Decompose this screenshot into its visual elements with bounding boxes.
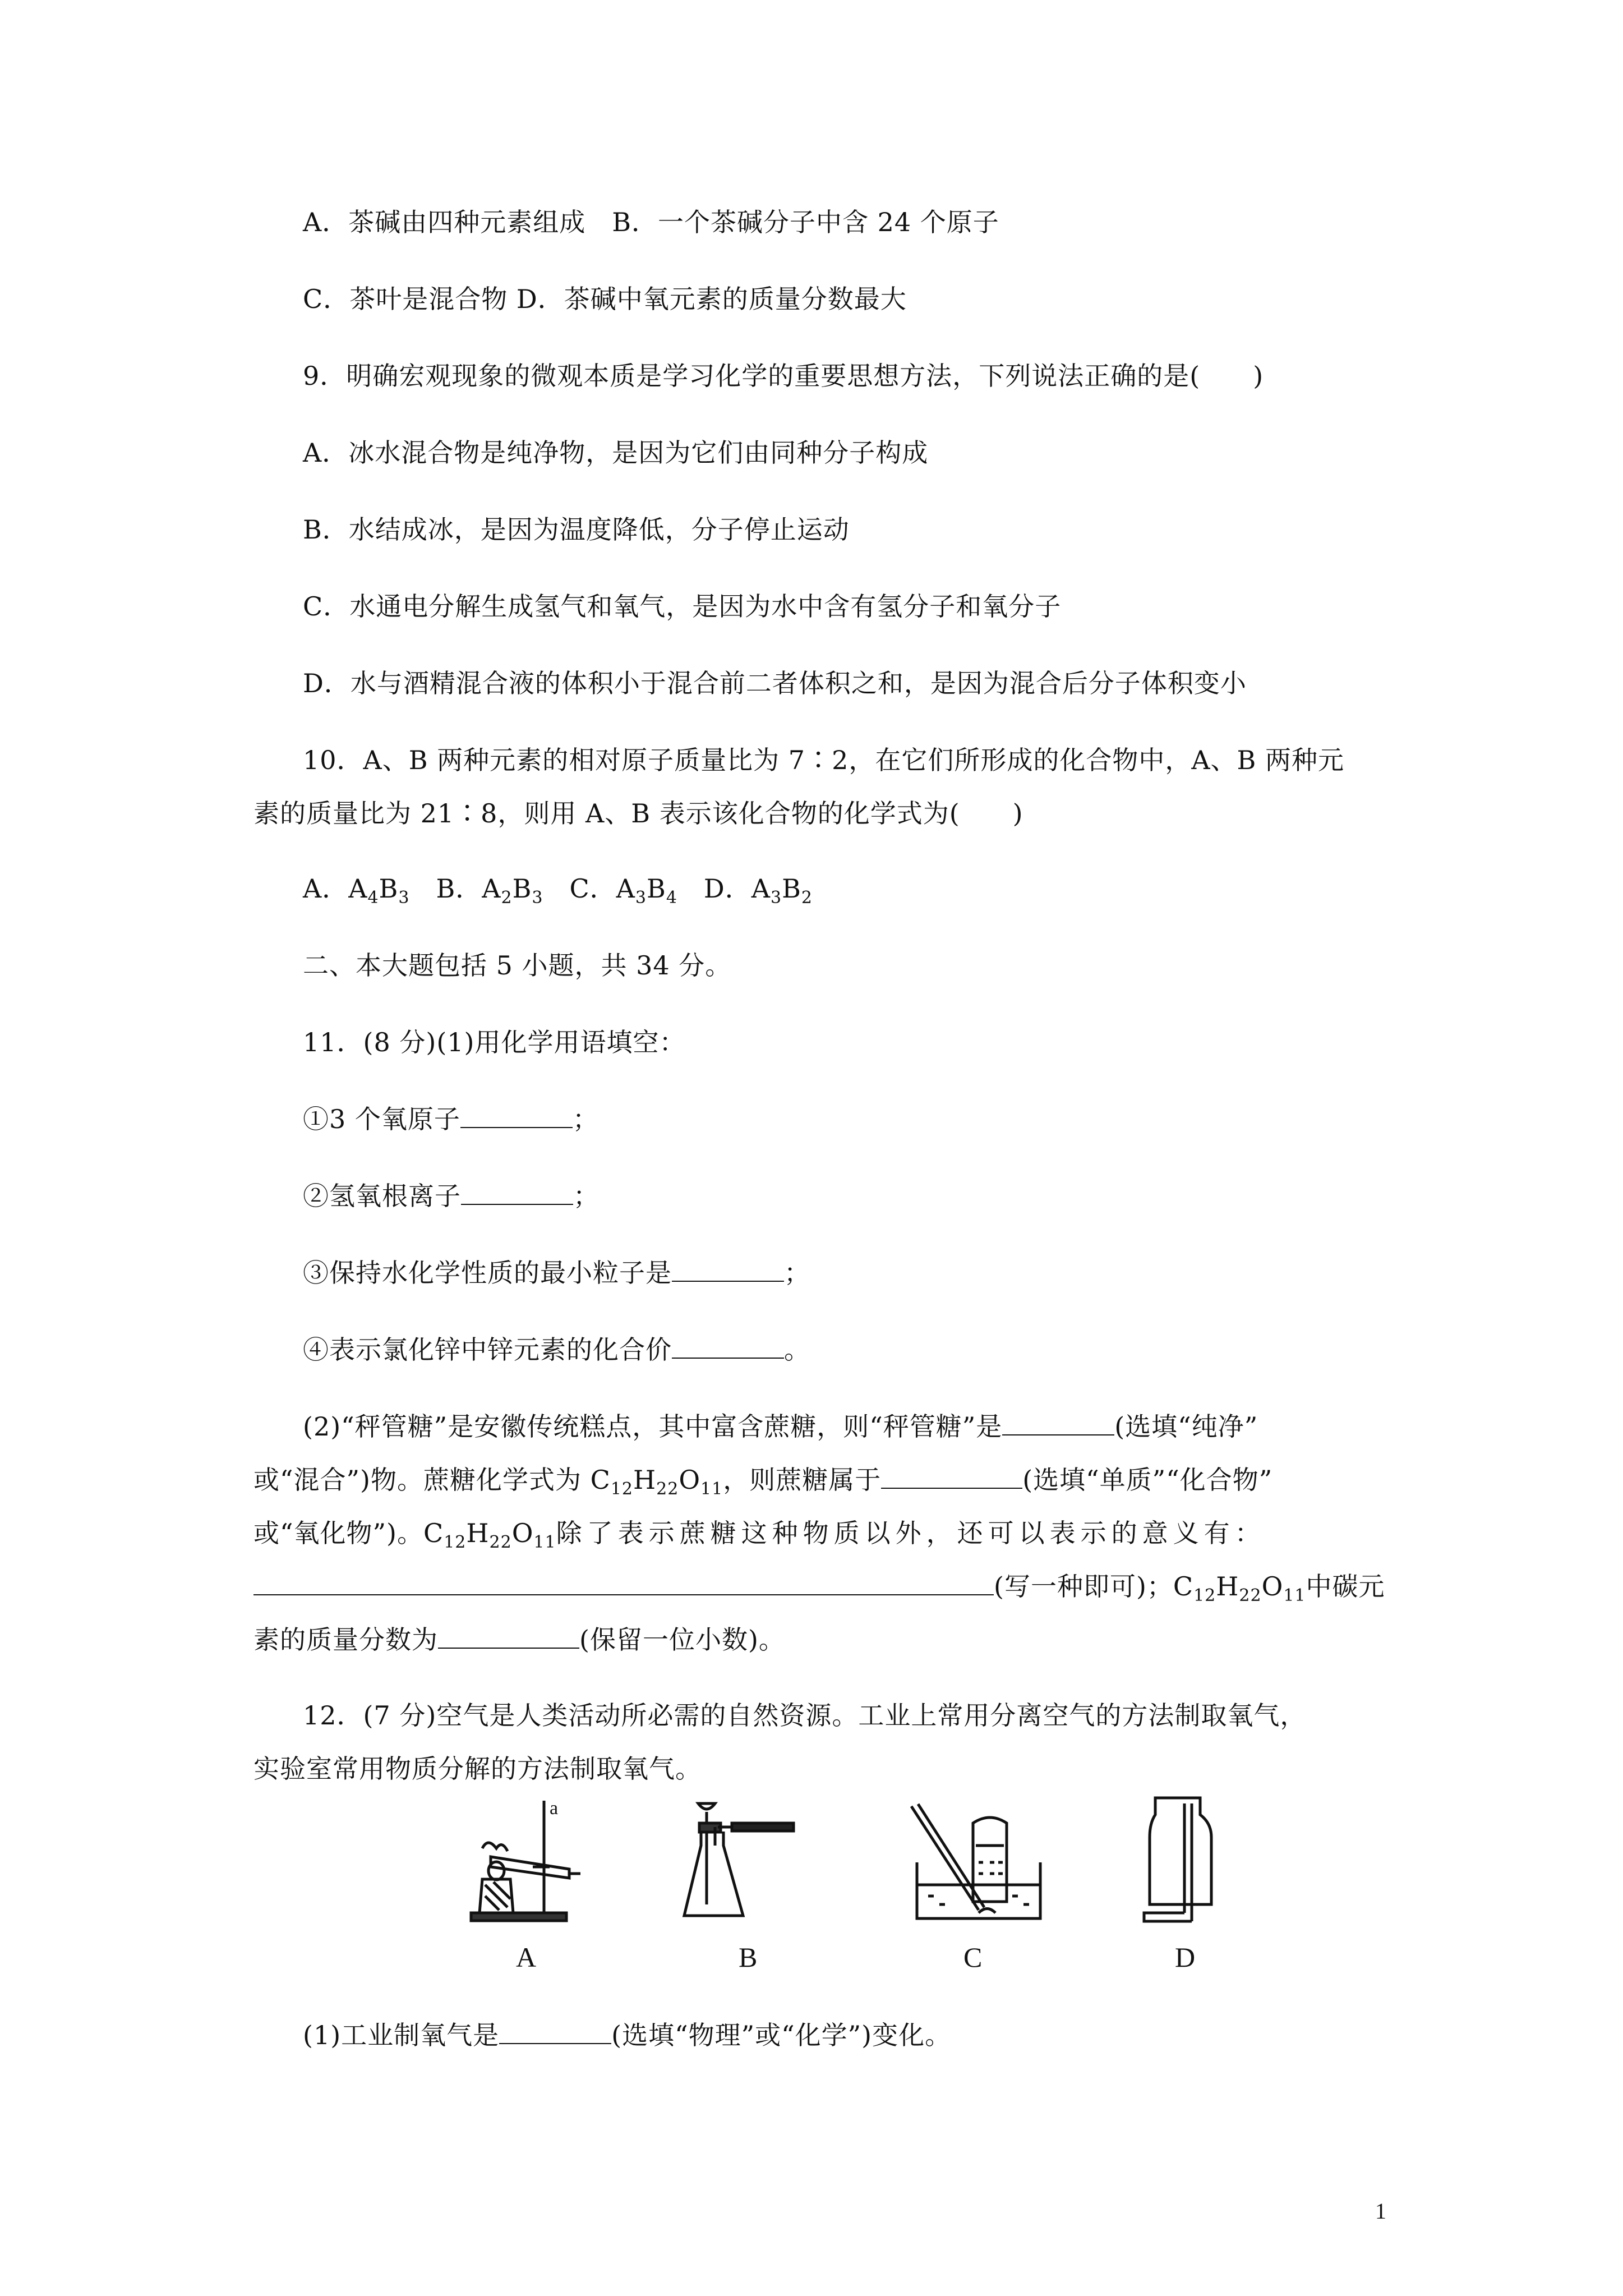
figure-label-a: A [516, 1941, 537, 1973]
figure-label-b: B [739, 1941, 758, 1973]
q11-part2-line4: (写一种即可)；$C_{12}H_{22}O_{11}$中碳元 [253, 1571, 1385, 1602]
q9-option-a: A．冰水混合物是纯净物，是因为它们由同种分子构成 [303, 438, 929, 468]
q8-options-line2: C．茶叶是混合物 D．茶碱中氧元素的质量分数最大 [303, 284, 907, 314]
q12-stem-line2: 实验室常用物质分解的方法制取氧气。 [253, 1754, 702, 1784]
apparatus-b-flask [681, 1792, 810, 1932]
figure-label-d: D [1175, 1941, 1196, 1973]
q11-item-2: ②氢氧根离子 ； [303, 1181, 600, 1211]
label-a-mark: a [550, 1798, 559, 1819]
q9-option-d: D．水与酒精混合液的体积小于混合前二者体积之和，是因为混合后分子体积变小 [303, 668, 1247, 698]
section-2-heading: 二、本大题包括 5 小题，共 34 分。 [303, 950, 732, 981]
answer-blank[interactable] [672, 1258, 784, 1282]
q8-options-line1: A．茶碱由四种元素组成 B．一个茶碱分子中含 24 个原子 [303, 207, 999, 237]
answer-blank[interactable] [881, 1465, 1022, 1489]
answer-blank[interactable] [253, 1572, 994, 1595]
q12-stem-line1: 12．(7 分)空气是人类活动所必需的自然资源。工业上常用分离空气的方法制取氧气， [303, 1700, 1307, 1731]
answer-blank[interactable] [499, 2021, 611, 2044]
q11-part2-line3: 或“氧化物”)。$C_{12}H_{22}O_{11}$除了表示蔗糖这种物质以外，还可以表示的意义有： [253, 1518, 1266, 1552]
q9-stem: 9．明确宏观现象的微观本质是学习化学的重要思想方法，下列说法正确的是( ) [303, 361, 1264, 391]
q9-option-c: C．水通电分解生成氢气和氧气，是因为水中含有氢分子和氧分子 [303, 591, 1062, 622]
q11-item-4: ④表示氯化锌中锌元素的化合价 。 [303, 1335, 810, 1365]
answer-blank[interactable] [461, 1181, 573, 1205]
answer-blank[interactable] [460, 1105, 573, 1128]
apparatus-a-heating-setup [460, 1795, 606, 1930]
q10-stem-line1: 10．A、B 两种元素的相对原子质量比为 7∶2，在它们所形成的化合物中，A、B 两种元 [303, 745, 1344, 775]
q11-part2-line2: 或“混合”)物。蔗糖化学式为 $C_{12}H_{22}O_{11}$，则蔗糖属于 (选填“单质”“化合物” [253, 1465, 1273, 1499]
q11-head: 11．(8 分)(1)用化学用语填空： [303, 1027, 686, 1057]
q10-options: A．$A_4B_3$ B．$A_2B_3$ C．$A_3B_4$ D．$A_3B_2$ [303, 873, 813, 908]
figure-label-c: C [963, 1941, 983, 1973]
q11-item-3: ③保持水化学性质的最小粒子是 ； [303, 1258, 810, 1288]
answer-blank[interactable] [672, 1335, 784, 1359]
q11-item-1: ①3 个氧原子 ； [303, 1104, 599, 1134]
q11-part2-line5: 素的质量分数为 (保留一位小数)。 [253, 1625, 785, 1655]
q10-stem-line2: 素的质量比为 21∶8，则用 A、B 表示该化合物的化学式为( ) [253, 798, 1023, 829]
page-number: 1 [1375, 2198, 1386, 2224]
apparatus-d-gas-bottle [1133, 1792, 1228, 1932]
q12-part1: (1)工业制氧气是 (选填“物理”或“化学”)变化。 [303, 2020, 952, 2050]
answer-blank[interactable] [438, 1625, 579, 1649]
answer-blank[interactable] [1002, 1412, 1114, 1435]
q9-option-b: B．水结成冰，是因为温度降低，分子停止运动 [303, 514, 850, 545]
apparatus-c-water-trough [906, 1795, 1052, 1930]
q11-part2-line1: (2)“秤管糖”是安徽传统糕点，其中富含蔗糖，则“秤管糖”是 (选填“纯净” [303, 1411, 1258, 1442]
